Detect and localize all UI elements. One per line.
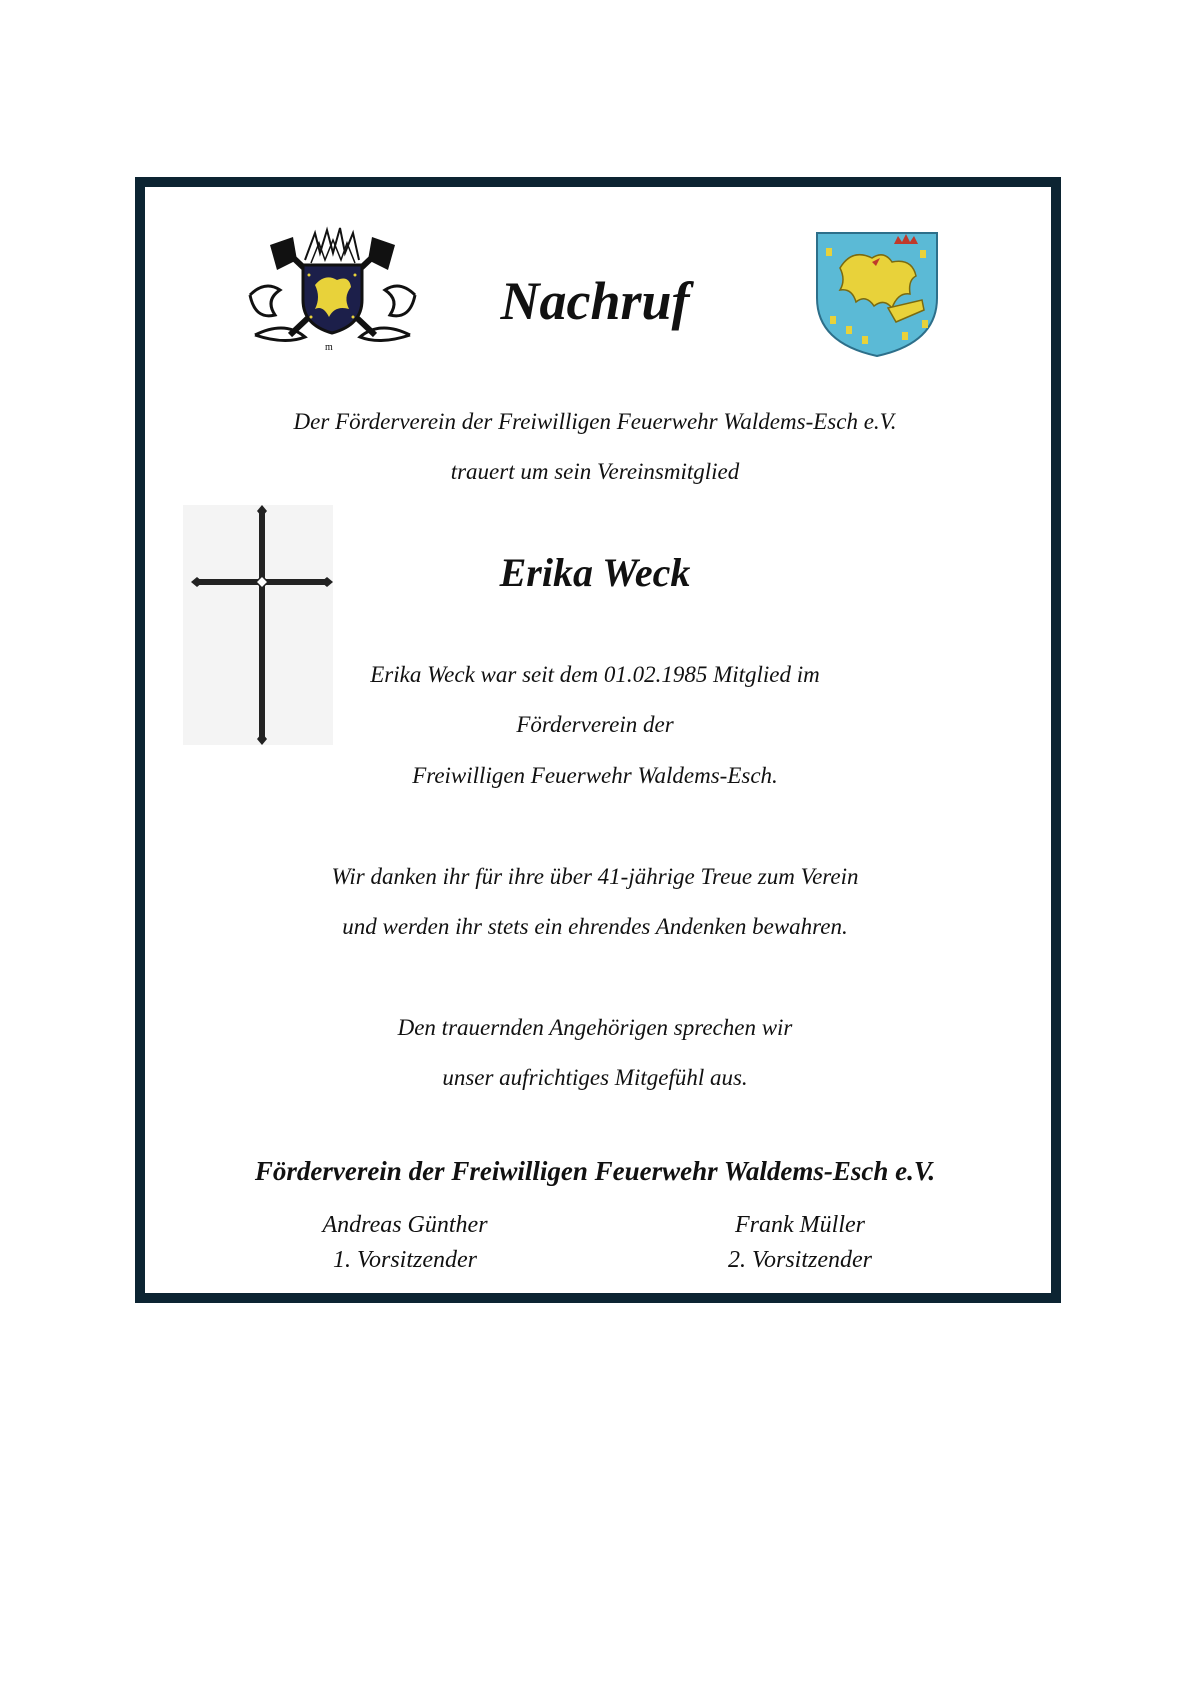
fire-brigade-emblem: [245, 225, 420, 355]
signer-2: [650, 1208, 950, 1278]
signer-1: [255, 1208, 555, 1278]
signer-2-role: 2. Vorsitzender: [728, 1247, 872, 1273]
cross-icon: [183, 505, 333, 745]
membership-line-2: Förderverein der: [516, 712, 674, 737]
condolence-line-1: Den trauernden Angehörigen sprechen wir: [397, 1015, 793, 1040]
deceased-name: Erika Weck: [499, 550, 691, 595]
signer-1-name: Andreas Günther: [322, 1212, 488, 1238]
page-title: Nachruf: [500, 271, 690, 331]
coat-of-arms: [812, 228, 942, 358]
membership-line-1: Erika Weck war seit dem 01.02.1985 Mitglied im: [370, 662, 820, 687]
intro-line-1: Der Förderverein der Freiwilligen Feuerwehr Waldems-Esch e.V.: [293, 409, 897, 434]
svg-text:m: m: [325, 342, 333, 353]
organization-signature: Förderverein der Freiwilligen Feuerwehr Waldems-Esch e.V.: [254, 1156, 936, 1186]
condolence-line-2: unser aufrichtiges Mitgefühl aus.: [442, 1065, 748, 1090]
intro-line-2: trauert um sein Vereinsmitglied: [450, 459, 740, 484]
thanks-line-1: Wir danken ihr für ihre über 41-jährige Treue zum Verein: [331, 864, 859, 889]
signer-2-name: Frank Müller: [735, 1212, 865, 1238]
signer-1-role: 1. Vorsitzender: [333, 1247, 477, 1273]
thanks-line-2: und werden ihr stets ein ehrendes Andenken bewahren.: [342, 914, 848, 939]
membership-line-3: Freiwilligen Feuerwehr Waldems-Esch.: [412, 763, 778, 788]
